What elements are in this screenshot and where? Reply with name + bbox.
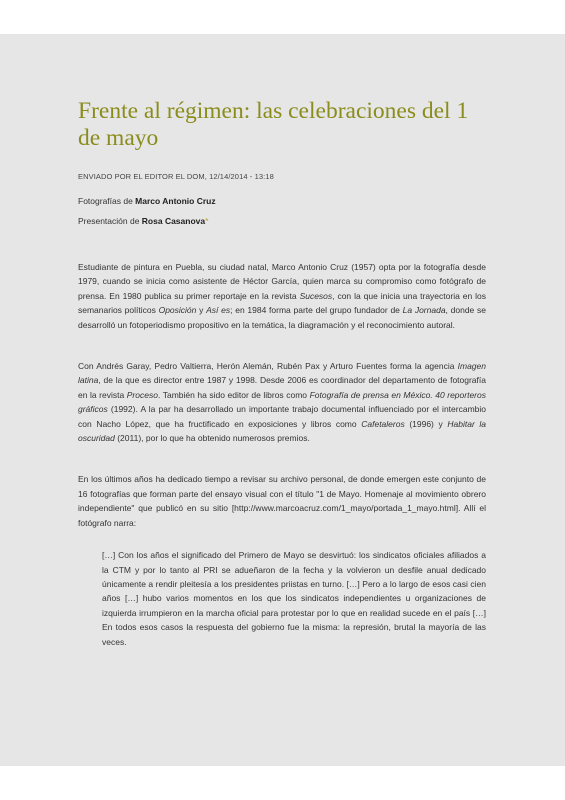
paragraph-1: Estudiante de pintura en Puebla, su ciudad natal, Marco Antonio Cruz (1957) opta por la fotografía desde 1979, cuando se inicia como asistente de Héctor García, quien marca su compromiso como fotógrafo de prensa. En 1980 publica su primer reportaje en la revista Sucesos, con la que inicia una trayectoria en los semanarios políticos Oposición y Así es; en 1984 forma parte del grupo fundador de La Jornada, donde se desarrolló un fotoperiodismo propositivo en la temática, la diagramación y el reconocimiento autoral. <box>78 262 486 330</box>
site-link[interactable]: [http://www.marcoacruz.com/1_mayo/portada_1_mayo.html] <box>231 503 459 514</box>
article-title: Frente al régimen: las celebraciones del 1 de mayo <box>78 98 469 151</box>
photographer-name: Marco Antonio Cruz <box>135 196 216 206</box>
presentation-credit <box>78 216 486 226</box>
footnote-mark: * <box>205 216 209 226</box>
article <box>78 98 486 649</box>
paragraph-3: En los últimos años ha dedicado tiempo a revisar su archivo personal, de donde emergen este conjunto de 16 fotografías que forman parte del ensayo visual con el título "1 de Mayo. Homenaje al movimiento obrero independiente" que publicó en su sitio [http://www.marcoacruz.com/1_mayo/portada_1_mayo.html]. Allí el fotógrafo narra: <box>78 474 486 528</box>
document-page <box>0 34 565 766</box>
presentation-prefix: Presentación de <box>78 216 142 226</box>
post-meta: ENVIADO POR EL EDITOR EL DOM, 12/14/2014 - 13:18 <box>78 172 274 181</box>
block-quote: […] Con los años el significado del Primero de Mayo se desvirtuó: los sindicatos oficiales afiliados a la CTM y por lo tanto al PRI se adueñaron de la fecha y la volvieron un desfile anual dedicado únicamente a rendir pleitesía a los presidentes priistas en turno. […] Pero a lo largo de esos casi cien años […] hubo varios momentos en los que los sindicatos independientes u organizaciones de izquierda irrumpieron en la marcha oficial para protestar por lo que en realidad sucede en el país […] En todos esos casos la respuesta del gobierno fue la misma: la represión, brutal la mayoría de las veces. <box>102 550 486 647</box>
photo-credit <box>78 196 486 206</box>
photo-credit-prefix: Fotografías de <box>78 196 136 206</box>
paragraph-2: Con Andrés Garay, Pedro Valtierra, Herón Alemán, Rubén Pax y Arturo Fuentes forma la agencia Imagen latina, de la que es director entre 1987 y 1998. Desde 2006 es coordinador del departamento de fotografía en la revista Proceso. También ha sido editor de libros como Fotografía de prensa en México. 40 reporteros gráficos (1992). A la par ha desarrollado un importante trabajo documental influenciado por el intercambio con Nacho López, que ha fructificado en exposiciones y libros como Cafetaleros (1996) y Habitar la oscuridad (2011), por lo que ha obtenido numerosos premios. <box>78 361 487 444</box>
presenter-name: Rosa Casanova <box>141 216 206 226</box>
